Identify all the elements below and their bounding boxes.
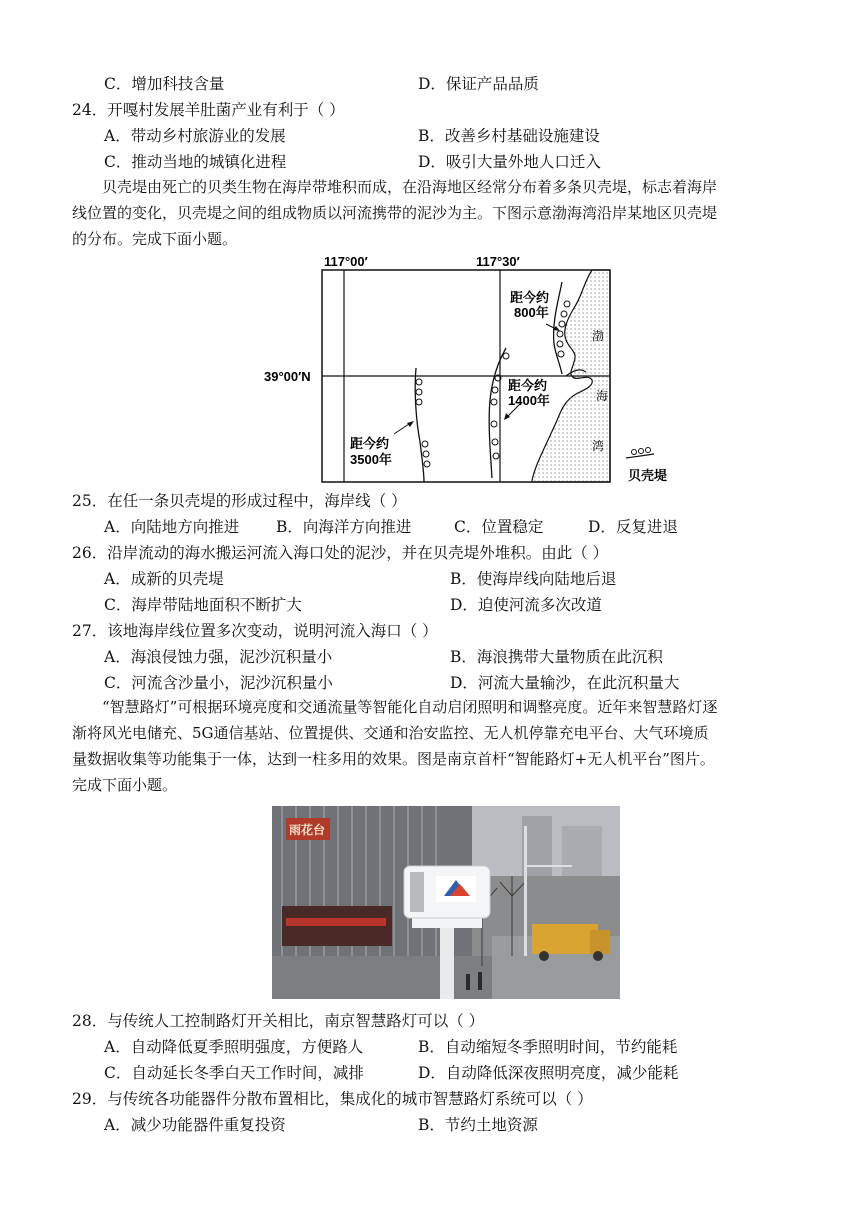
shell-ridge-map [262, 252, 682, 488]
q27-option-a: A．海浪侵蚀力强，泥沙沉积量小 [104, 648, 333, 666]
lon-label-1: 117°00′ [324, 254, 368, 269]
photo-sign: 雨花台 [289, 823, 326, 837]
legend-label: 贝壳堤 [628, 469, 668, 484]
q25-option-c: C．位置稳定 [454, 518, 544, 536]
passage-shell-ridge [72, 174, 832, 252]
q24-option-c: C．推动当地的城镇化进程 [104, 153, 287, 171]
lon-label-2: 117°30′ [476, 254, 520, 269]
legend-line [626, 454, 654, 458]
q25-option-d: D．反复进退 [588, 518, 678, 536]
q26-option-b: B．使海岸线向陆地后退 [450, 570, 617, 588]
q23-option-c: C．增加科技含量 [104, 75, 225, 93]
q24-option-b: B．改善乡村基础设施建设 [418, 127, 600, 145]
passage-line: 量数据收集等功能集于一体，达到一柱多用的效果。图是南京首杆“智能路灯+无人机平台”图片。 [72, 750, 715, 768]
q25-option-b: B．向海洋方向推进 [276, 518, 412, 536]
q25-option-a: A．向陆地方向推进 [104, 518, 240, 536]
sea-label-wan: 湾 [592, 439, 605, 453]
passage-line: “智慧路灯”可根据环境亮度和交通流量等智能化自动启闭照明和调整亮度。近年来智慧路灯逐 [102, 698, 718, 716]
smart-streetlight-photo [272, 806, 620, 999]
q28-stem: 28．与传统人工控制路灯开关相比，南京智慧路灯可以（ ） [72, 1012, 485, 1030]
q26-option-d: D．迫使河流多次改道 [450, 596, 602, 614]
q28-option-c: C．自动延长冬季白天工作时间，减排 [104, 1064, 364, 1082]
q24-option-a: A．带动乡村旅游业的发展 [104, 127, 286, 145]
q28-option-d: D．自动降低深夜照明亮度，减少能耗 [418, 1064, 679, 1082]
q28-option-a: A．自动降低夏季照明强度，方便路人 [104, 1038, 364, 1056]
q26-stem: 26．沿岸流动的海水搬运河流入海口处的泥沙，并在贝壳堤外堆积。由此（ ） [72, 544, 609, 562]
q29-stem: 29．与传统各功能器件分散布置相比，集成化的城市智慧路灯系统可以（ ） [72, 1090, 593, 1108]
q26-option-a: A．成新的贝壳堤 [104, 570, 224, 588]
ridge-3500-shells [416, 379, 430, 467]
q24-stem: 24．开嘎村发展羊肚菌产业有利于（ ） [72, 101, 345, 119]
q27-stem: 27．该地海岸线位置多次变动，说明河流入海口（ ） [72, 622, 438, 640]
label-800-b: 800年 [514, 305, 549, 320]
q27-option-b: B．海浪携带大量物质在此沉积 [450, 648, 663, 666]
q27-option-d: D．河流大量输沙，在此沉积量大 [450, 674, 680, 692]
q28-option-b: B．自动缩短冬季照明时间，节约能耗 [418, 1038, 678, 1056]
sea-label-hai: 海 [596, 389, 609, 403]
q23-option-d: D．保证产品品质 [418, 75, 539, 93]
passage-smart-streetlight [72, 694, 832, 798]
passage-line: 渐将风光电储充、5G通信基站、位置提供、交通和治安监控、无人机停靠充电平台、大气环境质 [72, 724, 709, 742]
label-800-a: 距今约 [510, 291, 550, 306]
passage-line: 的分布。完成下面小题。 [72, 230, 238, 248]
passage-line: 贝壳堤由死亡的贝类生物在海岸带堆积而成，在沿海地区经常分布着多条贝壳堤，标志着海岸 [102, 178, 718, 196]
label-3500-a: 距今约 [350, 437, 390, 452]
q27-option-c: C．河流含沙量小，泥沙沉积量小 [104, 674, 333, 692]
passage-line: 线位置的变化，贝壳堤之间的组成物质以河流携带的泥沙为主。下图示意渤海湾沿岸某地区贝壳堤 [72, 204, 718, 222]
q25-stem: 25．在任一条贝壳堤的形成过程中，海岸线（ ） [72, 492, 407, 510]
legend-shells [632, 448, 651, 455]
lat-label: 39°00′N [264, 369, 311, 384]
passage-line: 完成下面小题。 [72, 776, 178, 794]
sea-label-bo: 渤 [592, 329, 605, 343]
label-1400-a: 距今约 [508, 379, 548, 394]
label-1400-b: 1400年 [508, 393, 550, 408]
q29-option-b: B．节约土地资源 [418, 1116, 538, 1134]
q24-option-d: D．吸引大量外地人口迁入 [418, 153, 601, 171]
label-3500-b: 3500年 [350, 452, 392, 467]
q29-option-a: A．减少功能器件重复投资 [104, 1116, 286, 1134]
q26-option-c: C．海岸带陆地面积不断扩大 [104, 596, 302, 614]
